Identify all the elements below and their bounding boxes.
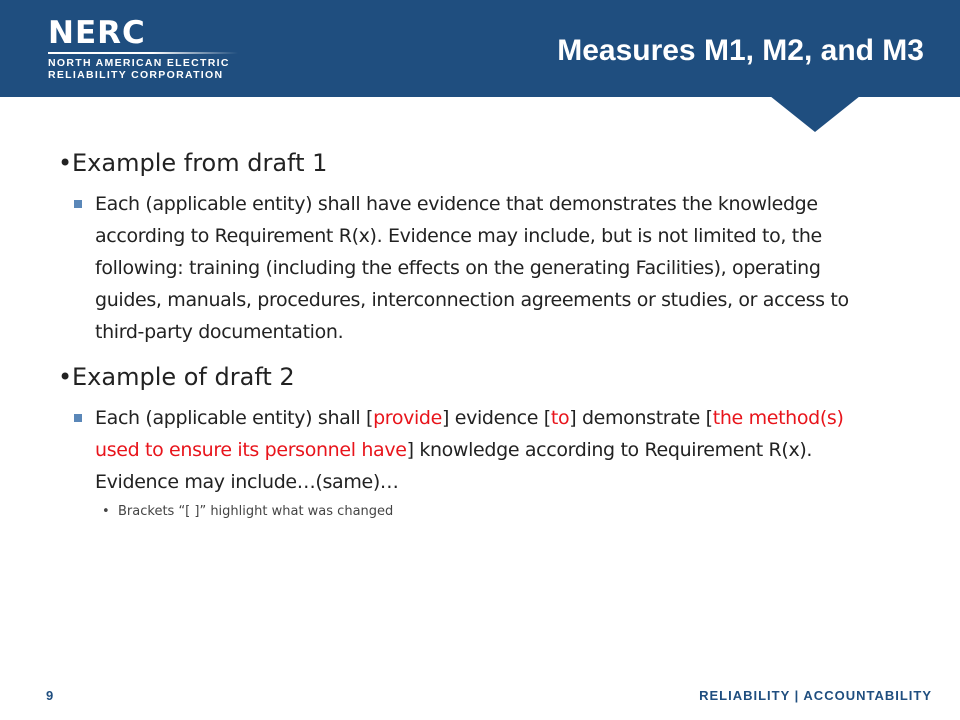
page-number: 9: [46, 688, 54, 703]
bullet-section2-note: [58, 502, 878, 522]
section2-text-part: ] demonstrate [: [569, 407, 713, 429]
bullet-section1-body: [58, 188, 878, 348]
square-bullet-icon: [74, 414, 82, 422]
bullet-section2-body: [58, 402, 878, 498]
logo-subtitle-line1: NORTH AMERICAN ELECTRIC: [48, 57, 230, 69]
bullet-section1-heading: [58, 148, 878, 178]
section2-note-text: Brackets “[ ]” highlight what was changed: [118, 504, 394, 519]
square-bullet-icon: [74, 200, 82, 208]
section2-heading-text: Example of draft 2: [72, 363, 295, 391]
slide-title: Measures M1, M2, and M3: [557, 34, 924, 67]
header-notch: [770, 96, 860, 132]
round-bullet-icon: •: [58, 149, 73, 177]
logo-divider: [48, 52, 238, 54]
changed-text-provide: provide: [373, 407, 442, 429]
slide-content: [58, 148, 878, 522]
round-bullet-icon: •: [102, 504, 110, 519]
bullet-section2-heading: [58, 362, 878, 392]
logo-mark: NERC: [48, 15, 146, 51]
header-bar: [0, 0, 960, 97]
section2-text-part: ] evidence [: [441, 407, 551, 429]
round-bullet-icon: •: [58, 363, 73, 391]
section1-heading-text: Example from draft 1: [72, 149, 328, 177]
nerc-logo: [48, 15, 248, 81]
section2-text-part: ] knowledge according to Requirement R(x). Evidence may include…(same)…: [95, 439, 813, 493]
footer-tagline: RELIABILITY | ACCOUNTABILITY: [699, 688, 932, 703]
changed-text-to: to: [550, 407, 570, 429]
section2-text-part: Each (applicable entity) shall [: [95, 407, 374, 429]
section1-body-text: Each (applicable entity) shall have evidence that demonstrates the knowledge according to Requirement R(x). Evidence may include, but is not limited to, the following: training (including the effects on the generating Facilities), operating guides, manuals, procedures, interconnection agreements or studies, or access to third-party documentation.: [95, 193, 849, 343]
logo-subtitle-line2: RELIABILITY CORPORATION: [48, 69, 224, 81]
changed-text-method: the method(s) used to ensure its personnel have: [95, 407, 844, 461]
